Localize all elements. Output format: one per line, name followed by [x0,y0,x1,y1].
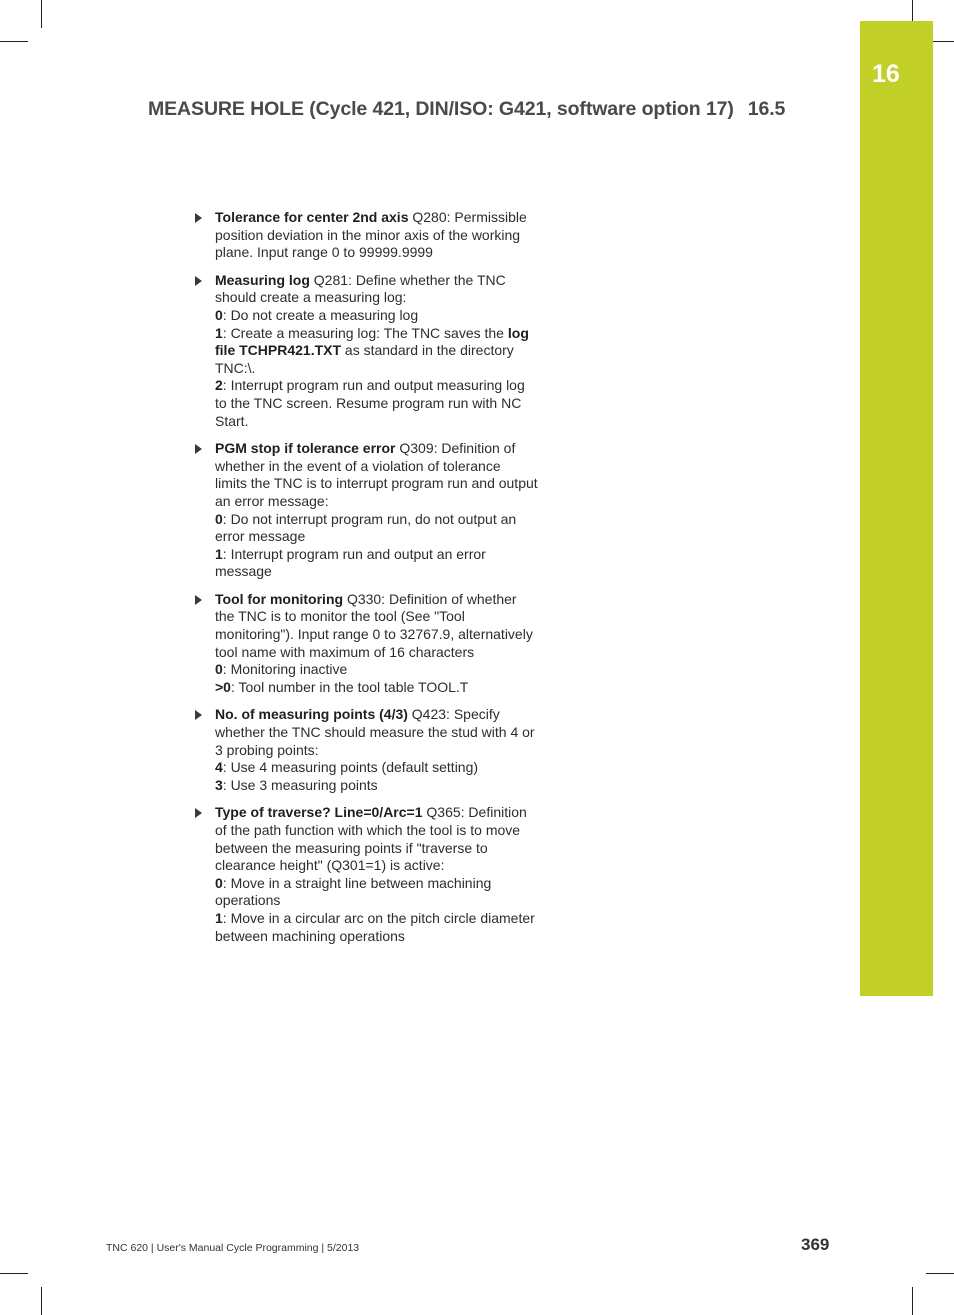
option-text: : Do not interrupt program run, do not output an [222,510,517,527]
param-text: Q309: Definition of [399,440,516,457]
list-item [193,591,563,697]
option-text: to the TNC screen. Resume program run with NC [215,394,522,411]
option-text: : Move in a straight line between machining [222,874,492,891]
option-text: TNC:\. [215,359,256,376]
param-text: Q330: Definition of whether [346,590,517,607]
crop-mark [41,1287,42,1315]
option-text: as standard in the directory [341,342,514,359]
option-text: operations [215,892,281,909]
crop-mark [0,1273,28,1274]
option-key: 0 [215,510,223,527]
bullet-arrow-icon [195,808,202,818]
option-text: between machining operations [215,927,405,944]
option-text: : Use 3 measuring points [222,776,378,793]
option-text: Start. [215,412,249,429]
option-text: : Interrupt program run and output an error [222,545,486,562]
option-emphasis: log [507,324,529,341]
param-text: limits the TNC is to interrupt program run and output [215,475,538,492]
param-text: clearance height" (Q301=1) is active: [215,857,445,874]
list-item [193,706,563,794]
param-text: of the path function with which the tool is to move [215,822,521,838]
param-name: Tool for monitoring [215,590,344,607]
option-text: : Tool number in the tool table TOOL.T [230,678,469,695]
option-key: 1 [215,545,223,562]
option-emphasis: file TCHPR421.TXT [215,342,342,359]
bullet-arrow-icon [195,710,202,720]
chapter-number: 16 [872,60,900,88]
param-text: should create a measuring log: [215,289,407,306]
param-text: Q365: Definition [426,804,527,821]
param-name: PGM stop if tolerance error [215,440,396,457]
crop-mark [41,0,42,28]
crop-mark [912,1287,913,1315]
param-text: between the measuring points if "traverse to [215,839,488,856]
header-title: MEASURE HOLE (Cycle 421, DIN/ISO: G421, software option 17) [148,98,734,120]
bullet-arrow-icon [195,213,202,223]
footer-text: TNC 620 | User's Manual Cycle Programming | 5/2013 [106,1242,360,1254]
param-text: 3 probing points: [215,741,319,758]
chapter-tab [860,21,933,996]
option-key: 4 [215,759,223,776]
option-text: : Create a measuring log: The TNC saves the [222,324,508,341]
option-key: 1 [215,324,223,341]
option-key: >0 [215,678,231,695]
option-key: 2 [215,377,223,394]
option-key: 1 [215,909,223,926]
param-text: tool name with maximum of 16 characters [215,643,475,660]
option-key: 0 [215,306,223,323]
param-name: Tolerance for center 2nd axis [215,209,409,225]
bullet-arrow-icon [195,276,202,286]
page-number: 369 [801,1235,830,1254]
param-text: monitoring"). Input range 0 to 32767.9, alternatively [215,626,533,643]
list-item [193,804,563,945]
list-item [193,440,563,581]
option-key: 3 [215,776,223,793]
option-key: 0 [215,874,223,891]
param-text: an error message: [215,492,329,509]
list-item [193,272,563,430]
option-text: : Do not create a measuring log [222,306,419,323]
bullet-arrow-icon [195,595,202,605]
param-text: Q281: Define whether the TNC [313,271,506,288]
param-text: Q280: Permissible [412,209,527,225]
param-text: Q423: Specify [411,706,500,723]
header-section: 16.5 [747,98,786,120]
param-text: whether in the event of a violation of tolerance [215,457,501,474]
param-text: plane. Input range 0 to 99999.9999 [215,244,433,261]
param-name: No. of measuring points (4/3) [215,706,408,723]
list-item [193,209,563,262]
param-text: the TNC is to monitor the tool (See "Tool [215,608,465,625]
crop-mark [926,1273,954,1274]
option-key: 0 [215,661,223,678]
param-text: whether the TNC should measure the stud with 4 or [215,724,535,741]
running-header [148,98,848,121]
crop-mark [0,41,28,42]
option-text: : Monitoring inactive [222,661,348,678]
option-text: : Use 4 measuring points (default setting) [222,759,479,776]
param-name: Measuring log [215,271,310,288]
param-name: Type of traverse? Line=0/Arc=1 [215,804,423,821]
option-text: message [215,563,272,580]
option-text: : Interrupt program run and output measuring log [222,377,525,394]
option-text: : Move in a circular arc on the pitch circle diameter [222,909,535,926]
param-text: position deviation in the minor axis of the working [215,226,521,243]
bullet-arrow-icon [195,444,202,454]
parameter-list [193,209,563,955]
option-text: error message [215,528,306,545]
